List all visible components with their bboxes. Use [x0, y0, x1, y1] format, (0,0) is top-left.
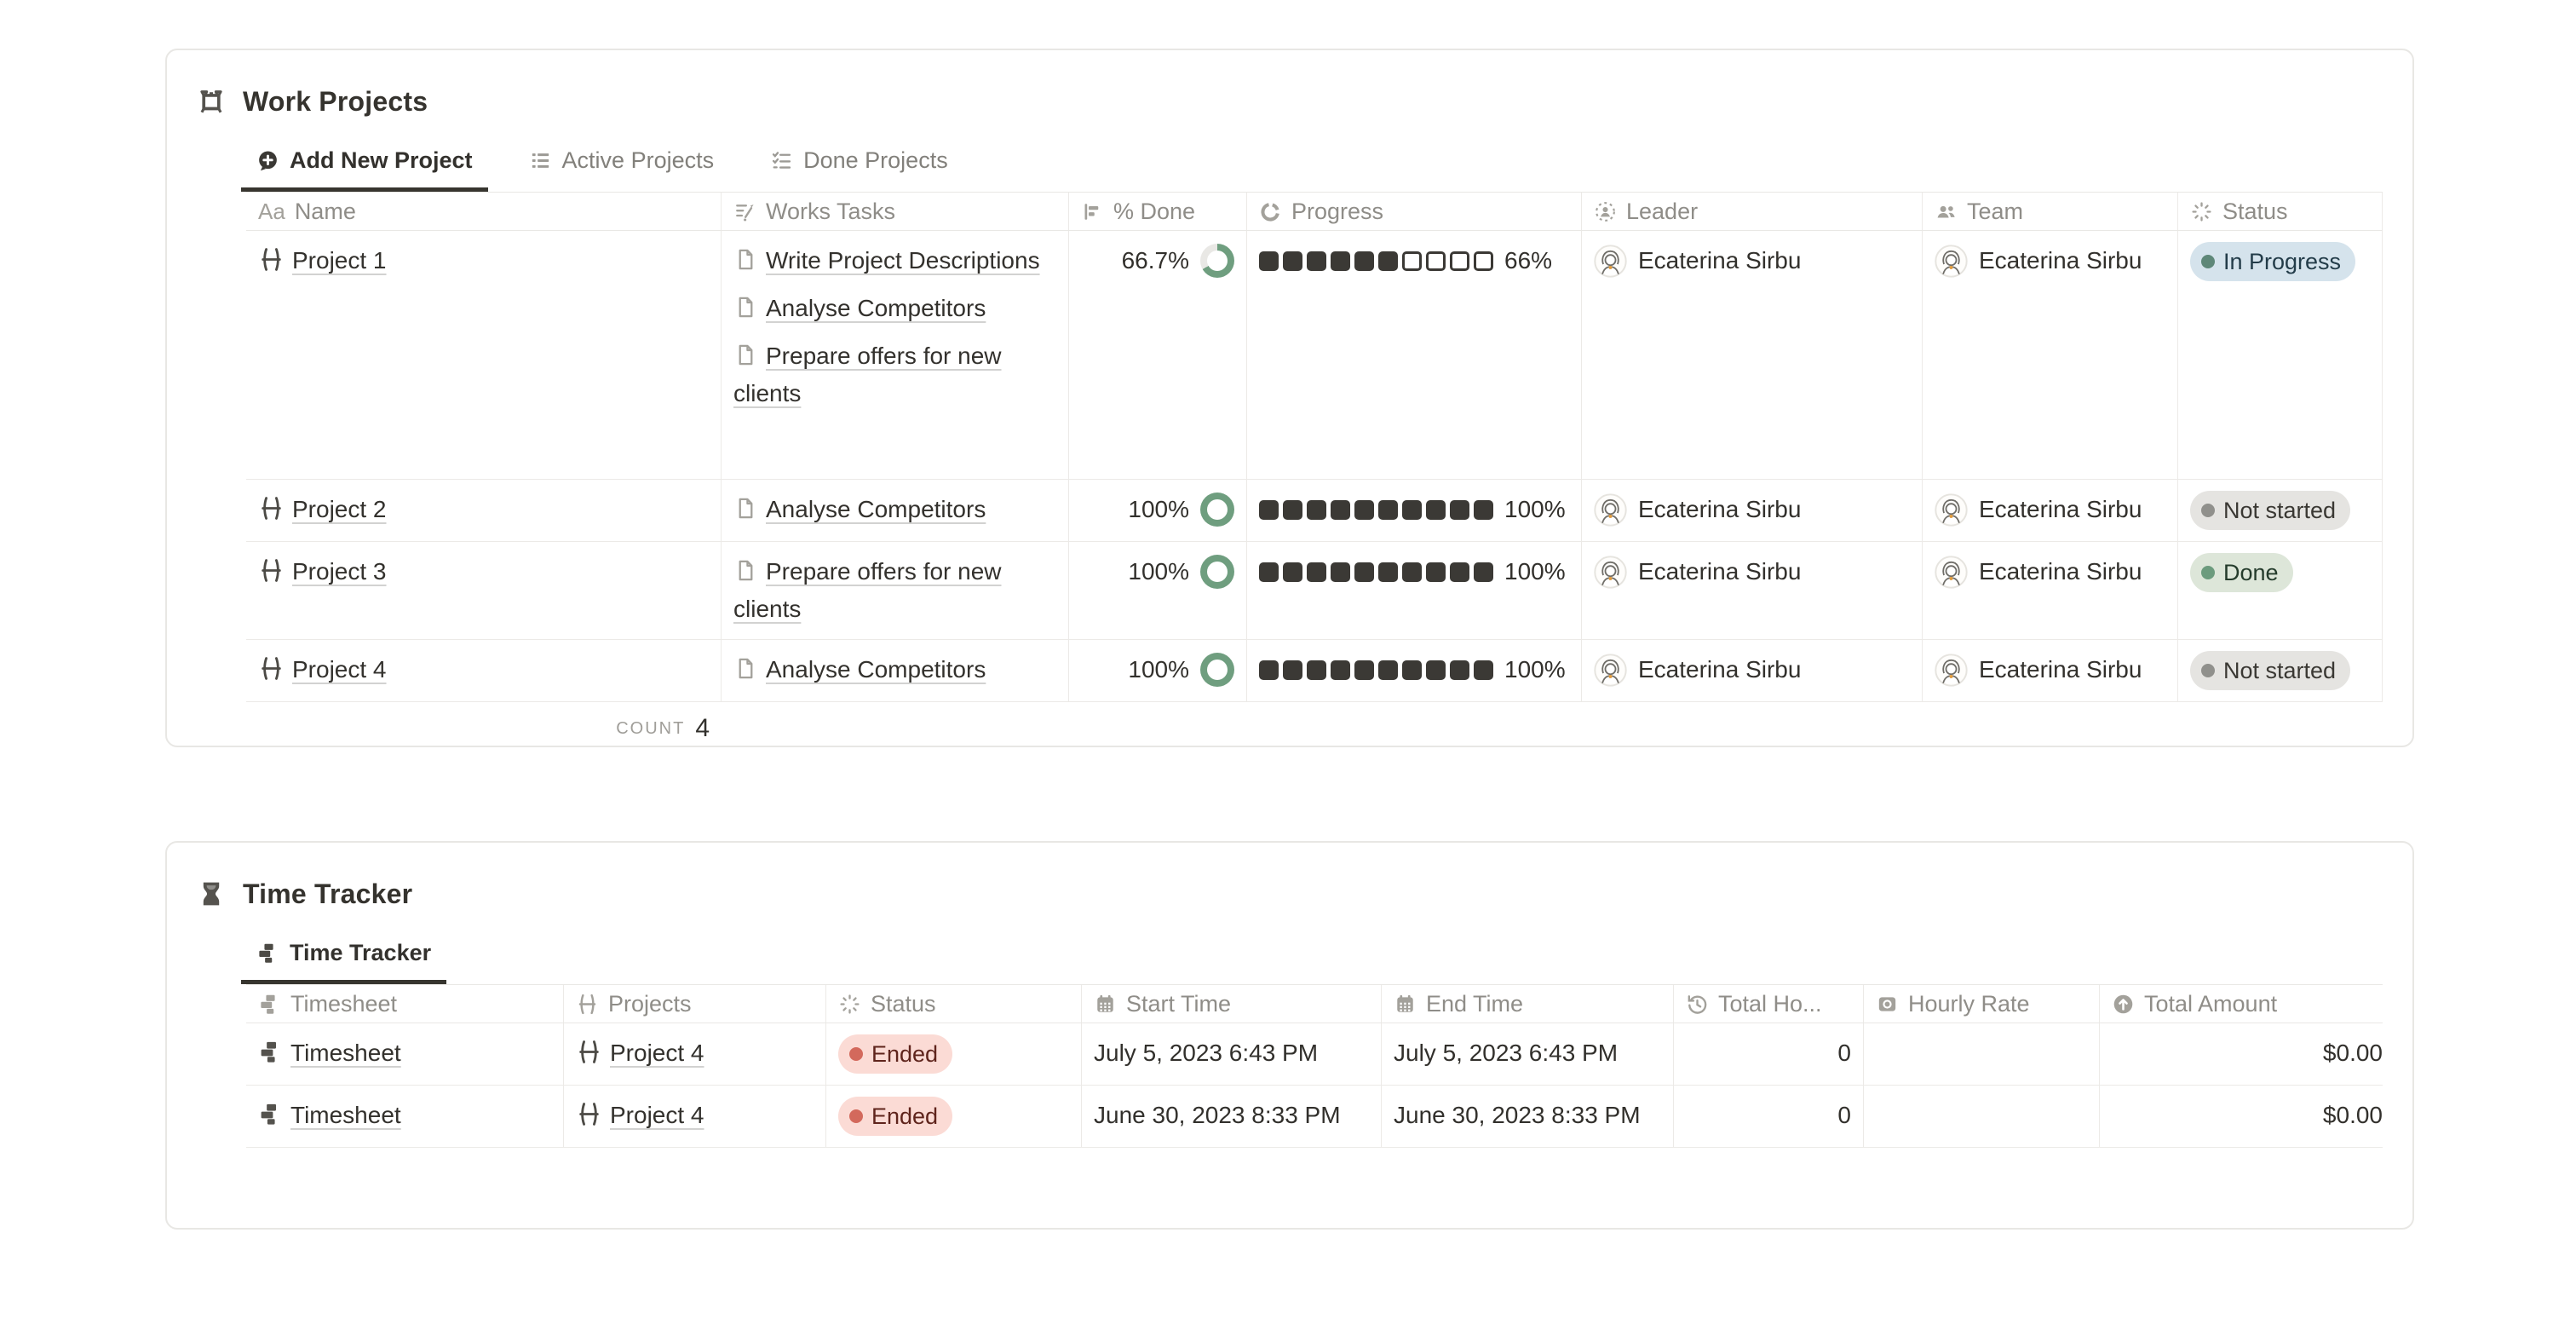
project-page-icon [258, 655, 285, 682]
time-tracker-table [246, 984, 2383, 1148]
add-bubble-icon [256, 149, 279, 172]
progress-bar [1259, 251, 1493, 271]
column-header-works-tasks[interactable]: Works Tasks [722, 193, 1069, 230]
status-cell [2178, 640, 2383, 701]
status-pill[interactable]: Not started [2190, 491, 2350, 530]
table-row [246, 480, 2383, 542]
column-header-pct-done[interactable]: % Done [1069, 193, 1247, 230]
progress-cell: 100% [1247, 480, 1582, 541]
column-header-team[interactable]: Team [1923, 193, 2178, 230]
project-page-icon [258, 557, 285, 584]
avatar [1935, 654, 1968, 687]
project-page-icon [576, 1039, 602, 1065]
page-title: Time Tracker [243, 878, 413, 909]
pct-done-cell: 66.7% [1069, 231, 1247, 479]
time-tracker-header [197, 843, 2379, 914]
work-projects-table [246, 192, 2383, 755]
tasks-cell [722, 542, 1069, 639]
history-clock-icon [1686, 993, 1709, 1016]
team-cell[interactable]: Ecaterina Sirbu [1923, 480, 2178, 541]
page-icon [733, 247, 758, 272]
frame-icon [197, 87, 226, 116]
status-dot [2201, 255, 2215, 268]
leader-cell[interactable]: Ecaterina Sirbu [1582, 231, 1923, 479]
column-header-progress[interactable]: Progress [1247, 193, 1582, 230]
leader-cell[interactable]: Ecaterina Sirbu [1582, 640, 1923, 701]
avatar [1594, 654, 1627, 687]
column-header-name[interactable]: Aa Name [246, 193, 722, 230]
task-link[interactable]: Write Project Descriptions [733, 242, 1056, 279]
coin-icon [1876, 993, 1899, 1016]
status-pill[interactable]: Ended [838, 1034, 952, 1074]
tab-active-projects[interactable] [514, 141, 730, 192]
project-link[interactable]: Project 4 [576, 1102, 704, 1128]
avatar [1594, 245, 1627, 278]
table-row [246, 640, 2383, 702]
table-row [246, 542, 2383, 640]
status-dot [2201, 566, 2215, 579]
tasks-cell [722, 480, 1069, 541]
tab-done-projects[interactable] [755, 141, 963, 192]
rollup-bars-icon [1081, 200, 1104, 223]
person-icon [1594, 200, 1617, 223]
calendar-icon [1394, 993, 1417, 1016]
page-icon [733, 496, 758, 521]
work-projects-header [197, 50, 2379, 122]
project-link[interactable]: Project 2 [258, 496, 387, 522]
status-dot [849, 1109, 863, 1123]
start-time-cell[interactable]: June 30, 2023 8:33 PM [1082, 1086, 1382, 1147]
work-projects-card [165, 49, 2414, 747]
tasks-cell [722, 231, 1069, 479]
count-value: 4 [695, 714, 710, 742]
status-cell [2178, 231, 2383, 479]
task-link[interactable]: Analyse Competitors [733, 651, 1056, 688]
checklist-icon [770, 149, 793, 172]
avatar [1935, 556, 1968, 589]
title-property-icon: Aa [258, 198, 285, 224]
work-projects-tabs [241, 141, 2379, 192]
tab-label: Add New Project [290, 147, 473, 173]
total-hours-cell[interactable]: 0 [1674, 1023, 1864, 1085]
status-dot [2201, 664, 2215, 677]
column-header-total-amount[interactable]: Total Amount [2100, 985, 2383, 1023]
tab-label: Time Tracker [290, 940, 432, 965]
donut-icon [1259, 200, 1282, 223]
total-amount-cell[interactable]: $0.00 [2322, 1040, 2383, 1066]
status-dot [2201, 504, 2215, 517]
pct-done-cell: 100% [1069, 542, 1247, 639]
tab-add-new-project[interactable] [241, 141, 488, 192]
status-pill[interactable]: Ended [838, 1097, 952, 1136]
team-cell[interactable]: Ecaterina Sirbu [1923, 640, 2178, 701]
start-time-cell[interactable]: July 5, 2023 6:43 PM [1082, 1023, 1382, 1085]
status-burst-icon [838, 993, 861, 1016]
hourglass-icon [197, 879, 226, 908]
people-icon [1935, 200, 1958, 223]
column-header-timesheet[interactable]: Timesheet [246, 985, 564, 1023]
task-link[interactable]: Analyse Competitors [733, 290, 1056, 327]
name-cell [246, 542, 722, 639]
page-icon [733, 656, 758, 681]
status-burst-icon [2190, 200, 2213, 223]
column-header-end-time[interactable]: End Time [1382, 985, 1674, 1023]
status-cell [826, 1023, 1082, 1085]
page-title: Work Projects [243, 85, 428, 117]
timesheet-cell [246, 1023, 564, 1085]
page-icon [733, 295, 758, 320]
page-icon [733, 558, 758, 583]
total-hours-cell[interactable]: 0 [1674, 1086, 1864, 1147]
table-header-row [246, 985, 2383, 1023]
progress-ring [1200, 555, 1234, 589]
status-pill[interactable]: Not started [2190, 651, 2350, 690]
status-pill[interactable]: Done [2190, 553, 2293, 592]
column-header-status[interactable]: Status [2178, 193, 2383, 230]
hourly-rate-cell[interactable] [1864, 1023, 2100, 1085]
task-link[interactable]: Prepare offers for new clients [733, 343, 1002, 406]
progress-cell: 100% [1247, 542, 1582, 639]
timesheet-cell [246, 1086, 564, 1147]
leader-cell[interactable]: Ecaterina Sirbu [1582, 480, 1923, 541]
table-row [246, 231, 2383, 480]
timesheet-link[interactable]: Timesheet [258, 1102, 401, 1128]
tab-label: Done Projects [803, 147, 948, 173]
project-page-icon [258, 495, 285, 521]
time-tracker-tabs [241, 933, 2379, 984]
total-amount-cell[interactable]: $0.00 [2322, 1102, 2383, 1128]
progress-bar [1259, 500, 1493, 520]
blocks-icon [258, 1102, 283, 1126]
task-link[interactable]: Analyse Competitors [733, 491, 1056, 528]
progress-ring [1200, 493, 1234, 527]
blocks-icon [258, 993, 281, 1016]
count-label: COUNT [616, 718, 686, 738]
end-time-cell[interactable]: June 30, 2023 8:33 PM [1382, 1086, 1674, 1147]
tab-label: Active Projects [561, 147, 715, 173]
project-link[interactable]: Project 3 [258, 558, 387, 585]
pct-done-cell: 100% [1069, 640, 1247, 701]
status-cell [826, 1086, 1082, 1147]
project-link[interactable]: Project 4 [258, 656, 387, 683]
table-row [246, 1023, 2383, 1086]
count-row[interactable] [246, 702, 722, 755]
project-page-icon [258, 246, 285, 273]
calendar-icon [1094, 993, 1117, 1016]
tasks-cell [722, 640, 1069, 701]
project-cell [564, 1086, 826, 1147]
team-cell[interactable]: Ecaterina Sirbu [1923, 231, 2178, 479]
status-cell [2178, 480, 2383, 541]
column-header-total-hours[interactable]: Total Ho... [1674, 985, 1864, 1023]
name-cell [246, 640, 722, 701]
end-time-cell[interactable]: July 5, 2023 6:43 PM [1382, 1023, 1674, 1085]
hourly-rate-cell[interactable] [1864, 1086, 2100, 1147]
project-page-icon [576, 1101, 602, 1127]
task-link[interactable]: Prepare offers for new clients [733, 558, 1002, 622]
project-link[interactable]: Project 4 [576, 1040, 704, 1066]
project-link[interactable]: Project 1 [258, 247, 387, 274]
column-header-hourly-rate[interactable]: Hourly Rate [1864, 985, 2100, 1023]
name-cell [246, 231, 722, 479]
column-header-status[interactable]: Status [826, 985, 1082, 1023]
list-icon [529, 149, 552, 172]
progress-cell: 66% [1247, 231, 1582, 479]
team-cell[interactable]: Ecaterina Sirbu [1923, 542, 2178, 639]
column-header-projects[interactable]: Projects [564, 985, 826, 1023]
status-cell [2178, 542, 2383, 639]
name-cell [246, 480, 722, 541]
progress-bar [1259, 562, 1493, 582]
column-header-leader[interactable]: Leader [1582, 193, 1923, 230]
project-cell [564, 1023, 826, 1085]
avatar [1594, 493, 1627, 527]
status-dot [849, 1047, 863, 1061]
time-tracker-card [165, 841, 2414, 1230]
table-header-row [246, 193, 2383, 231]
project-page-icon [576, 993, 599, 1016]
progress-ring [1200, 653, 1234, 687]
column-header-start-time[interactable]: Start Time [1082, 985, 1382, 1023]
tab-time-tracker[interactable] [241, 933, 446, 984]
leader-cell[interactable]: Ecaterina Sirbu [1582, 542, 1923, 639]
avatar [1935, 493, 1968, 527]
status-pill[interactable]: In Progress [2190, 242, 2355, 281]
relation-icon [733, 200, 756, 223]
avatar [1594, 556, 1627, 589]
timesheet-link[interactable]: Timesheet [258, 1040, 401, 1066]
progress-bar [1259, 660, 1493, 680]
progress-ring [1200, 244, 1234, 278]
blocks-icon [258, 1040, 283, 1064]
arrow-up-circle-icon [2112, 993, 2135, 1016]
avatar [1935, 245, 1968, 278]
progress-cell: 100% [1247, 640, 1582, 701]
table-row [246, 1086, 2383, 1148]
pct-done-cell: 100% [1069, 480, 1247, 541]
page-icon [733, 343, 758, 367]
blocks-icon [256, 942, 279, 965]
